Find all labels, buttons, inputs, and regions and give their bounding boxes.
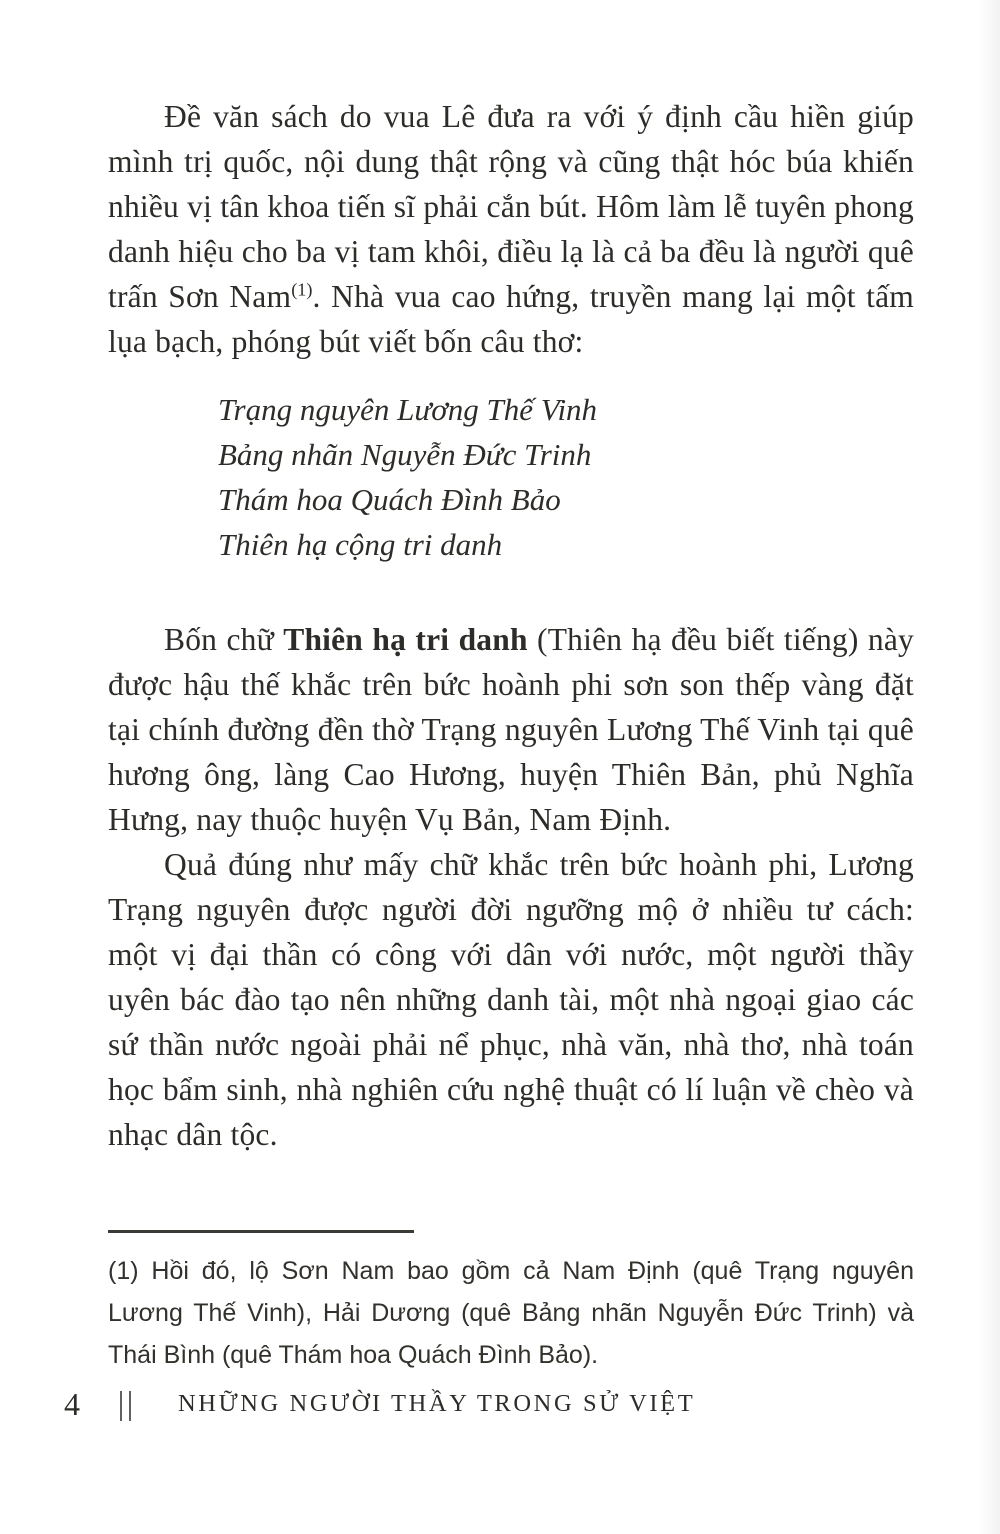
- paragraph-exam-topic-text: Đề văn sách do vua Lê đưa ra với ý định cầu hiền giúp mình trị quốc, nội dung thật rộng và cũng thật hóc búa khiến nhiều vị tân khoa tiến sĩ phải cắn bút. Hôm làm lễ tuyên phong danh hiệu cho ba vị tam khôi, điều lạ là cả ba đều là người quê trấn Sơn Nam: [108, 99, 914, 314]
- scan-edge-shading: [978, 0, 1000, 1534]
- paragraph-exam-topic: [108, 94, 914, 364]
- paragraph-hoanh-phi-continuation: (Thiên hạ đều biết tiếng) này được hậu thế khắc trên bức hoành phi sơn son thếp vàng đặt tại chính đường đền thờ Trạng nguyên Lương Thế Vinh tại quê hương ông, làng Cao Hương, huyện Thiên Bản, phủ Nghĩa Hưng, nay thuộc huyện Vụ Bản, Nam Định.: [108, 622, 914, 837]
- footnote-divider-rule: [108, 1230, 414, 1233]
- paragraph-admiration: Quả đúng như mấy chữ khắc trên bức hoành phi, Lương Trạng nguyên được người đời ngưỡng mộ ở nhiều tư cách: một vị đại thần có công với dân với nước, một người thầy uyên bác đào tạo nên những danh tài, một nhà ngoại giao các sứ thần nước ngoài phải nể phục, nhà văn, nhà thơ, nhà toán học bẩm sinh, nhà nghiên cứu nghệ thuật có lí luận về chèo và nhạc dân tộc.: [108, 847, 914, 1152]
- paragraph-hoanh-phi-lead: Bốn chữ: [164, 622, 284, 657]
- page-number: 4: [64, 1386, 80, 1422]
- footnote-section: [108, 1230, 914, 1376]
- book-title-running-footer: NHỮNG NGƯỜI THẦY TRONG SỬ VIỆT: [178, 1390, 696, 1417]
- royal-poem-block: [218, 387, 914, 567]
- paragraph-exam-topic-continuation: . Nhà vua cao hứng, truyền mang lại một tấm lụa bạch, phóng bút viết bốn câu thơ:: [108, 279, 915, 359]
- poem-line: Trạng nguyên Lương Thế Vinh: [218, 392, 598, 427]
- poem-line: Thám hoa Quách Đình Bảo: [218, 482, 561, 517]
- footnote-text: (1) Hồi đó, lộ Sơn Nam bao gồm cả Nam Định (quê Trạng nguyên Lương Thế Vinh), Hải Dương (quê Bảng nhãn Nguyễn Đức Trinh) và Thái Bình (quê Thám hoa Quách Đình Bảo).: [108, 1257, 914, 1369]
- footer-separator-bars: ||: [118, 1385, 137, 1422]
- bold-phrase-thien-ha-tri-danh: Thiên hạ tri danh: [283, 622, 528, 657]
- poem-line: Bảng nhãn Nguyễn Đức Trinh: [218, 437, 592, 472]
- paragraph-hoanh-phi: [108, 617, 914, 842]
- poem-line: Thiên hạ cộng tri danh: [218, 527, 503, 562]
- footnote-reference-marker: (1): [291, 279, 313, 300]
- page-body-text: [108, 94, 914, 1157]
- page-footer: [64, 1386, 695, 1422]
